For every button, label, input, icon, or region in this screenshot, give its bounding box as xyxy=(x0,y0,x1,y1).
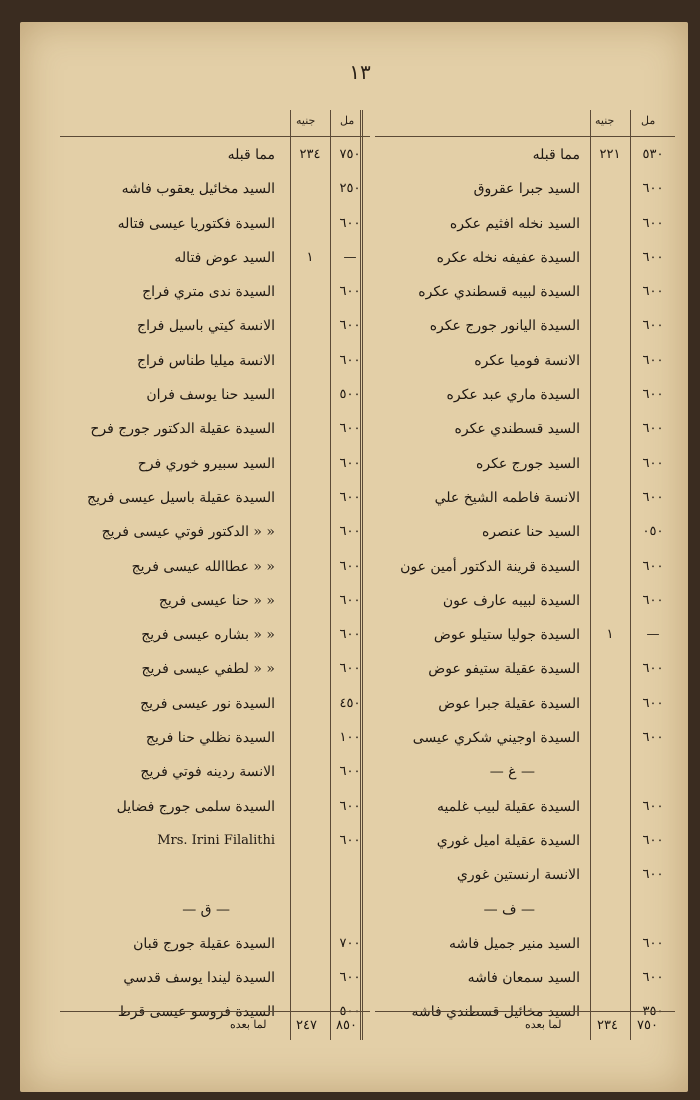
mil-header: مل xyxy=(340,114,355,127)
mil-cell: ٦٠٠ xyxy=(339,318,361,334)
donor-name: الانسة كيتي باسيل فراج xyxy=(137,318,275,335)
donor-name: السيدة عقيلة الدكتور جورج فرح xyxy=(90,421,275,438)
mil-cell: ٦٠٠ xyxy=(339,798,361,814)
donor-name: « « لطفي عيسى فريج xyxy=(141,661,275,678)
junayh-cell: ١ xyxy=(606,627,614,643)
ledger-row xyxy=(375,483,675,517)
mil-cell: ٦٠٠ xyxy=(339,661,361,677)
donor-name: السيدة عفيفه نخله عكره xyxy=(436,249,580,266)
donor-name: السيدة عقيلة باسيل عيسى فريج xyxy=(87,489,275,506)
mil-cell: ٦٠٠ xyxy=(642,592,664,608)
ledger-row xyxy=(60,826,370,860)
mil-cell: ٦٠٠ xyxy=(642,387,664,403)
total-label: لما بعده xyxy=(525,1018,562,1031)
ledger-row xyxy=(60,963,370,997)
donor-name: السيدة اليانور جورج عكره xyxy=(429,318,580,335)
mil-cell: ٦٠٠ xyxy=(642,935,664,951)
ledger-row xyxy=(60,517,370,551)
donor-name: « « الدكتور فوتي عيسى فريج xyxy=(101,524,275,541)
ledger-row xyxy=(60,586,370,620)
ledger-row xyxy=(375,757,675,791)
mil-cell: ٦٠٠ xyxy=(642,215,664,231)
donor-name: السيدة نظلي حنا فريج xyxy=(145,730,275,747)
mil-cell: ٧٠٠ xyxy=(339,935,361,951)
donor-name: السيد نخله افثيم عكره xyxy=(449,215,580,232)
junayh-cell: ١ xyxy=(306,249,314,265)
ledger-row xyxy=(375,346,675,380)
donor-name: « « عطاالله عيسى فريج xyxy=(131,558,275,575)
ledger-row xyxy=(60,792,370,826)
right-column-header xyxy=(375,110,675,137)
ledger-row xyxy=(375,826,675,860)
donor-name: السيد سمعان فاشه xyxy=(467,970,580,987)
total-mil: ٨٥٠ xyxy=(336,1018,357,1033)
mil-cell: ٦٠٠ xyxy=(339,524,361,540)
mil-cell: ٥٠٠ xyxy=(339,387,361,403)
mil-cell: ١٠٠ xyxy=(339,730,361,746)
donor-name: Mrs. Irini Filalithi xyxy=(157,832,275,848)
mil-cell: ٦٠٠ xyxy=(642,730,664,746)
donor-name: السيد منير جميل فاشه xyxy=(448,935,580,952)
junayh-cell: ٢٢١ xyxy=(599,147,621,162)
ledger-row xyxy=(375,723,675,757)
donor-name: السيدة جوليا ستيلو عوض xyxy=(433,627,580,644)
mil-cell: ٦٠٠ xyxy=(642,249,664,265)
ledger-row xyxy=(375,860,675,894)
donor-name: السيد سبيرو خوري فرح xyxy=(137,455,275,472)
donor-name: السيدة فكتوريا عيسى فتاله xyxy=(117,215,275,232)
mil-header: مل xyxy=(641,114,656,127)
mil-cell: ٠٥٠ xyxy=(642,524,664,540)
ledger-row xyxy=(375,929,675,963)
mil-cell: ٦٠٠ xyxy=(642,455,664,471)
mil-cell: ٦٠٠ xyxy=(642,970,664,986)
ledger-page xyxy=(20,22,688,1092)
ledger-row xyxy=(60,311,370,345)
ledger-row xyxy=(60,620,370,654)
ledger-row xyxy=(60,654,370,688)
total-junayh: ٢٤٧ xyxy=(296,1018,317,1033)
ledger-row xyxy=(375,792,675,826)
donor-name: « « بشاره عيسى فريج xyxy=(141,627,275,644)
mil-cell: ٦٠٠ xyxy=(642,421,664,437)
junayh-header: جنيه xyxy=(595,114,615,127)
left-column-total xyxy=(60,1011,370,1040)
ledger-row xyxy=(375,243,675,277)
mil-cell: ٦٠٠ xyxy=(339,215,361,231)
mil-cell: — xyxy=(343,249,357,265)
right-column-rows xyxy=(375,140,675,1032)
ledger-row xyxy=(375,449,675,483)
ledger-row xyxy=(375,517,675,551)
ledger-row xyxy=(60,552,370,586)
ledger-row xyxy=(60,449,370,483)
mil-cell: ٦٠٠ xyxy=(339,764,361,780)
left-column-rows xyxy=(60,140,370,1032)
ledger-row xyxy=(60,483,370,517)
mil-cell: ٦٠٠ xyxy=(642,798,664,814)
donor-name: السيدة فروسو عيسى قرط xyxy=(117,1004,275,1021)
right-column xyxy=(375,110,675,1040)
total-label: لما بعده xyxy=(230,1018,267,1031)
donor-name: السيدة عقيلة لبيب غلميه xyxy=(437,798,580,815)
donor-name: السيدة ندى متري فراج xyxy=(142,284,275,301)
mil-cell: ٦٠٠ xyxy=(339,832,361,848)
total-junayh: ٢٣٤ xyxy=(597,1018,618,1033)
page-number: ١٣ xyxy=(349,60,371,84)
mil-cell: — xyxy=(646,627,660,643)
donor-name: السيدة عقيلة ستيفو عوض xyxy=(428,661,580,678)
mil-cell: ٦٠٠ xyxy=(642,695,664,711)
ledger-row xyxy=(375,689,675,723)
mil-cell: ٦٠٠ xyxy=(642,181,664,197)
ledger-row xyxy=(60,723,370,757)
ledger-row xyxy=(375,654,675,688)
mil-cell: ٦٠٠ xyxy=(339,592,361,608)
mil-cell: ٢٥٠ xyxy=(339,181,361,197)
donor-name: السيد جبرا عقروق xyxy=(473,181,580,198)
donor-name: السيد عوض فتاله xyxy=(174,249,275,266)
mil-cell: ٦٠٠ xyxy=(339,284,361,300)
ledger-row xyxy=(375,963,675,997)
ledger-row xyxy=(375,174,675,208)
donor-name: السيد حنا عنصره xyxy=(481,524,580,541)
right-column-total xyxy=(375,1011,675,1040)
donor-name: السيدة لبيبه قسطندي عكره xyxy=(418,284,580,301)
ledger-row xyxy=(375,277,675,311)
left-column-header xyxy=(60,110,370,137)
mil-cell: ٦٠٠ xyxy=(642,284,664,300)
ledger-row xyxy=(60,174,370,208)
donor-name: السيد قسطندي عكره xyxy=(454,421,580,438)
carried-forward-row xyxy=(375,140,675,174)
donor-name: السيدة عقيلة جبرا عوض xyxy=(438,695,580,712)
ledger-row xyxy=(60,346,370,380)
junayh-cell: ٢٣٤ xyxy=(299,147,321,162)
ledger-row xyxy=(60,380,370,414)
donor-name: السيدة سلمى جورج فضايل xyxy=(116,798,275,815)
mil-cell: ٦٠٠ xyxy=(642,661,664,677)
left-column xyxy=(60,110,370,1040)
ledger-row xyxy=(375,380,675,414)
mil-cell: ٦٠٠ xyxy=(339,455,361,471)
mil-cell: ٦٠٠ xyxy=(642,318,664,334)
carried-forward-label: مما قبله xyxy=(227,147,275,163)
ledger-row xyxy=(60,209,370,243)
mil-cell: ٤٥٠ xyxy=(339,695,361,711)
donor-name: السيد حنا يوسف فران xyxy=(146,387,275,404)
donor-name: السيد مخائيل يعقوب فاشه xyxy=(121,181,275,198)
section-letter: — غ — xyxy=(489,764,535,781)
mil-cell: ٦٠٠ xyxy=(642,832,664,848)
donor-name: السيدة اوجيني شكري عيسى xyxy=(412,730,580,747)
donor-name: السيد مخائيل قسطندي فاشه xyxy=(411,1004,580,1021)
donor-name: « « حنا عيسى فريج xyxy=(158,592,275,609)
ledger-row xyxy=(375,552,675,586)
ledger-row xyxy=(60,895,370,929)
mil-cell: ٦٠٠ xyxy=(642,489,664,505)
donor-name: الانسة ميليا طناس فراج xyxy=(136,352,275,369)
ledger-row xyxy=(375,414,675,448)
mil-cell: ٦٠٠ xyxy=(339,970,361,986)
ledger-row xyxy=(60,243,370,277)
ledger-row xyxy=(375,895,675,929)
donor-name: السيدة نور عيسى فريج xyxy=(140,695,275,712)
mil-cell: ٦٠٠ xyxy=(339,421,361,437)
section-letter: — ف — xyxy=(483,901,535,918)
donor-name: الانسة ردينه فوتي فريج xyxy=(140,764,275,781)
carried-forward-label: مما قبله xyxy=(532,147,580,163)
ledger-row xyxy=(60,757,370,791)
ledger-row xyxy=(375,209,675,243)
ledger-row xyxy=(60,414,370,448)
mil-cell: ٧٥٠ xyxy=(339,147,361,162)
donor-name: السيدة قرينة الدكتور أمين عون xyxy=(400,558,580,575)
total-mil: ٧٥٠ xyxy=(637,1018,658,1033)
section-letter: — ق — xyxy=(182,901,230,918)
ledger-row xyxy=(375,586,675,620)
mil-cell: ٦٠٠ xyxy=(642,352,664,368)
ledger-row xyxy=(60,277,370,311)
ledger-row xyxy=(375,311,675,345)
ledger-row xyxy=(60,860,370,894)
mil-cell: ٦٠٠ xyxy=(642,867,664,883)
donor-name: الانسة فوميا عكره xyxy=(474,352,580,369)
ledger-row xyxy=(60,929,370,963)
donor-name: السيدة ليندا يوسف قدسي xyxy=(123,970,275,987)
mil-cell: ٣٥٠ xyxy=(642,1004,664,1020)
donor-name: السيد جورج عكره xyxy=(476,455,580,472)
mil-cell: ٥٣٠ xyxy=(642,147,664,162)
mil-cell: ٦٠٠ xyxy=(339,489,361,505)
carried-forward-row xyxy=(60,140,370,174)
donor-name: السيدة عقيلة جورج قبان xyxy=(133,935,275,952)
mil-cell: ٥٠٠ xyxy=(339,1004,361,1020)
mil-cell: ٦٠٠ xyxy=(339,627,361,643)
ledger-row xyxy=(375,620,675,654)
donor-name: السيدة ماري عبد عكره xyxy=(446,387,580,404)
mil-cell: ٦٠٠ xyxy=(642,558,664,574)
donor-name: السيدة لبيبه عارف عون xyxy=(442,592,580,609)
mil-cell: ٦٠٠ xyxy=(339,352,361,368)
mil-cell: ٦٠٠ xyxy=(339,558,361,574)
ledger-row xyxy=(60,689,370,723)
donor-name: الانسة ارنستين غوري xyxy=(456,867,580,884)
donor-name: الانسة فاطمه الشيخ علي xyxy=(434,489,580,506)
junayh-header: جنيه xyxy=(296,114,316,127)
donor-name: السيدة عقيلة اميل غوري xyxy=(436,832,580,849)
